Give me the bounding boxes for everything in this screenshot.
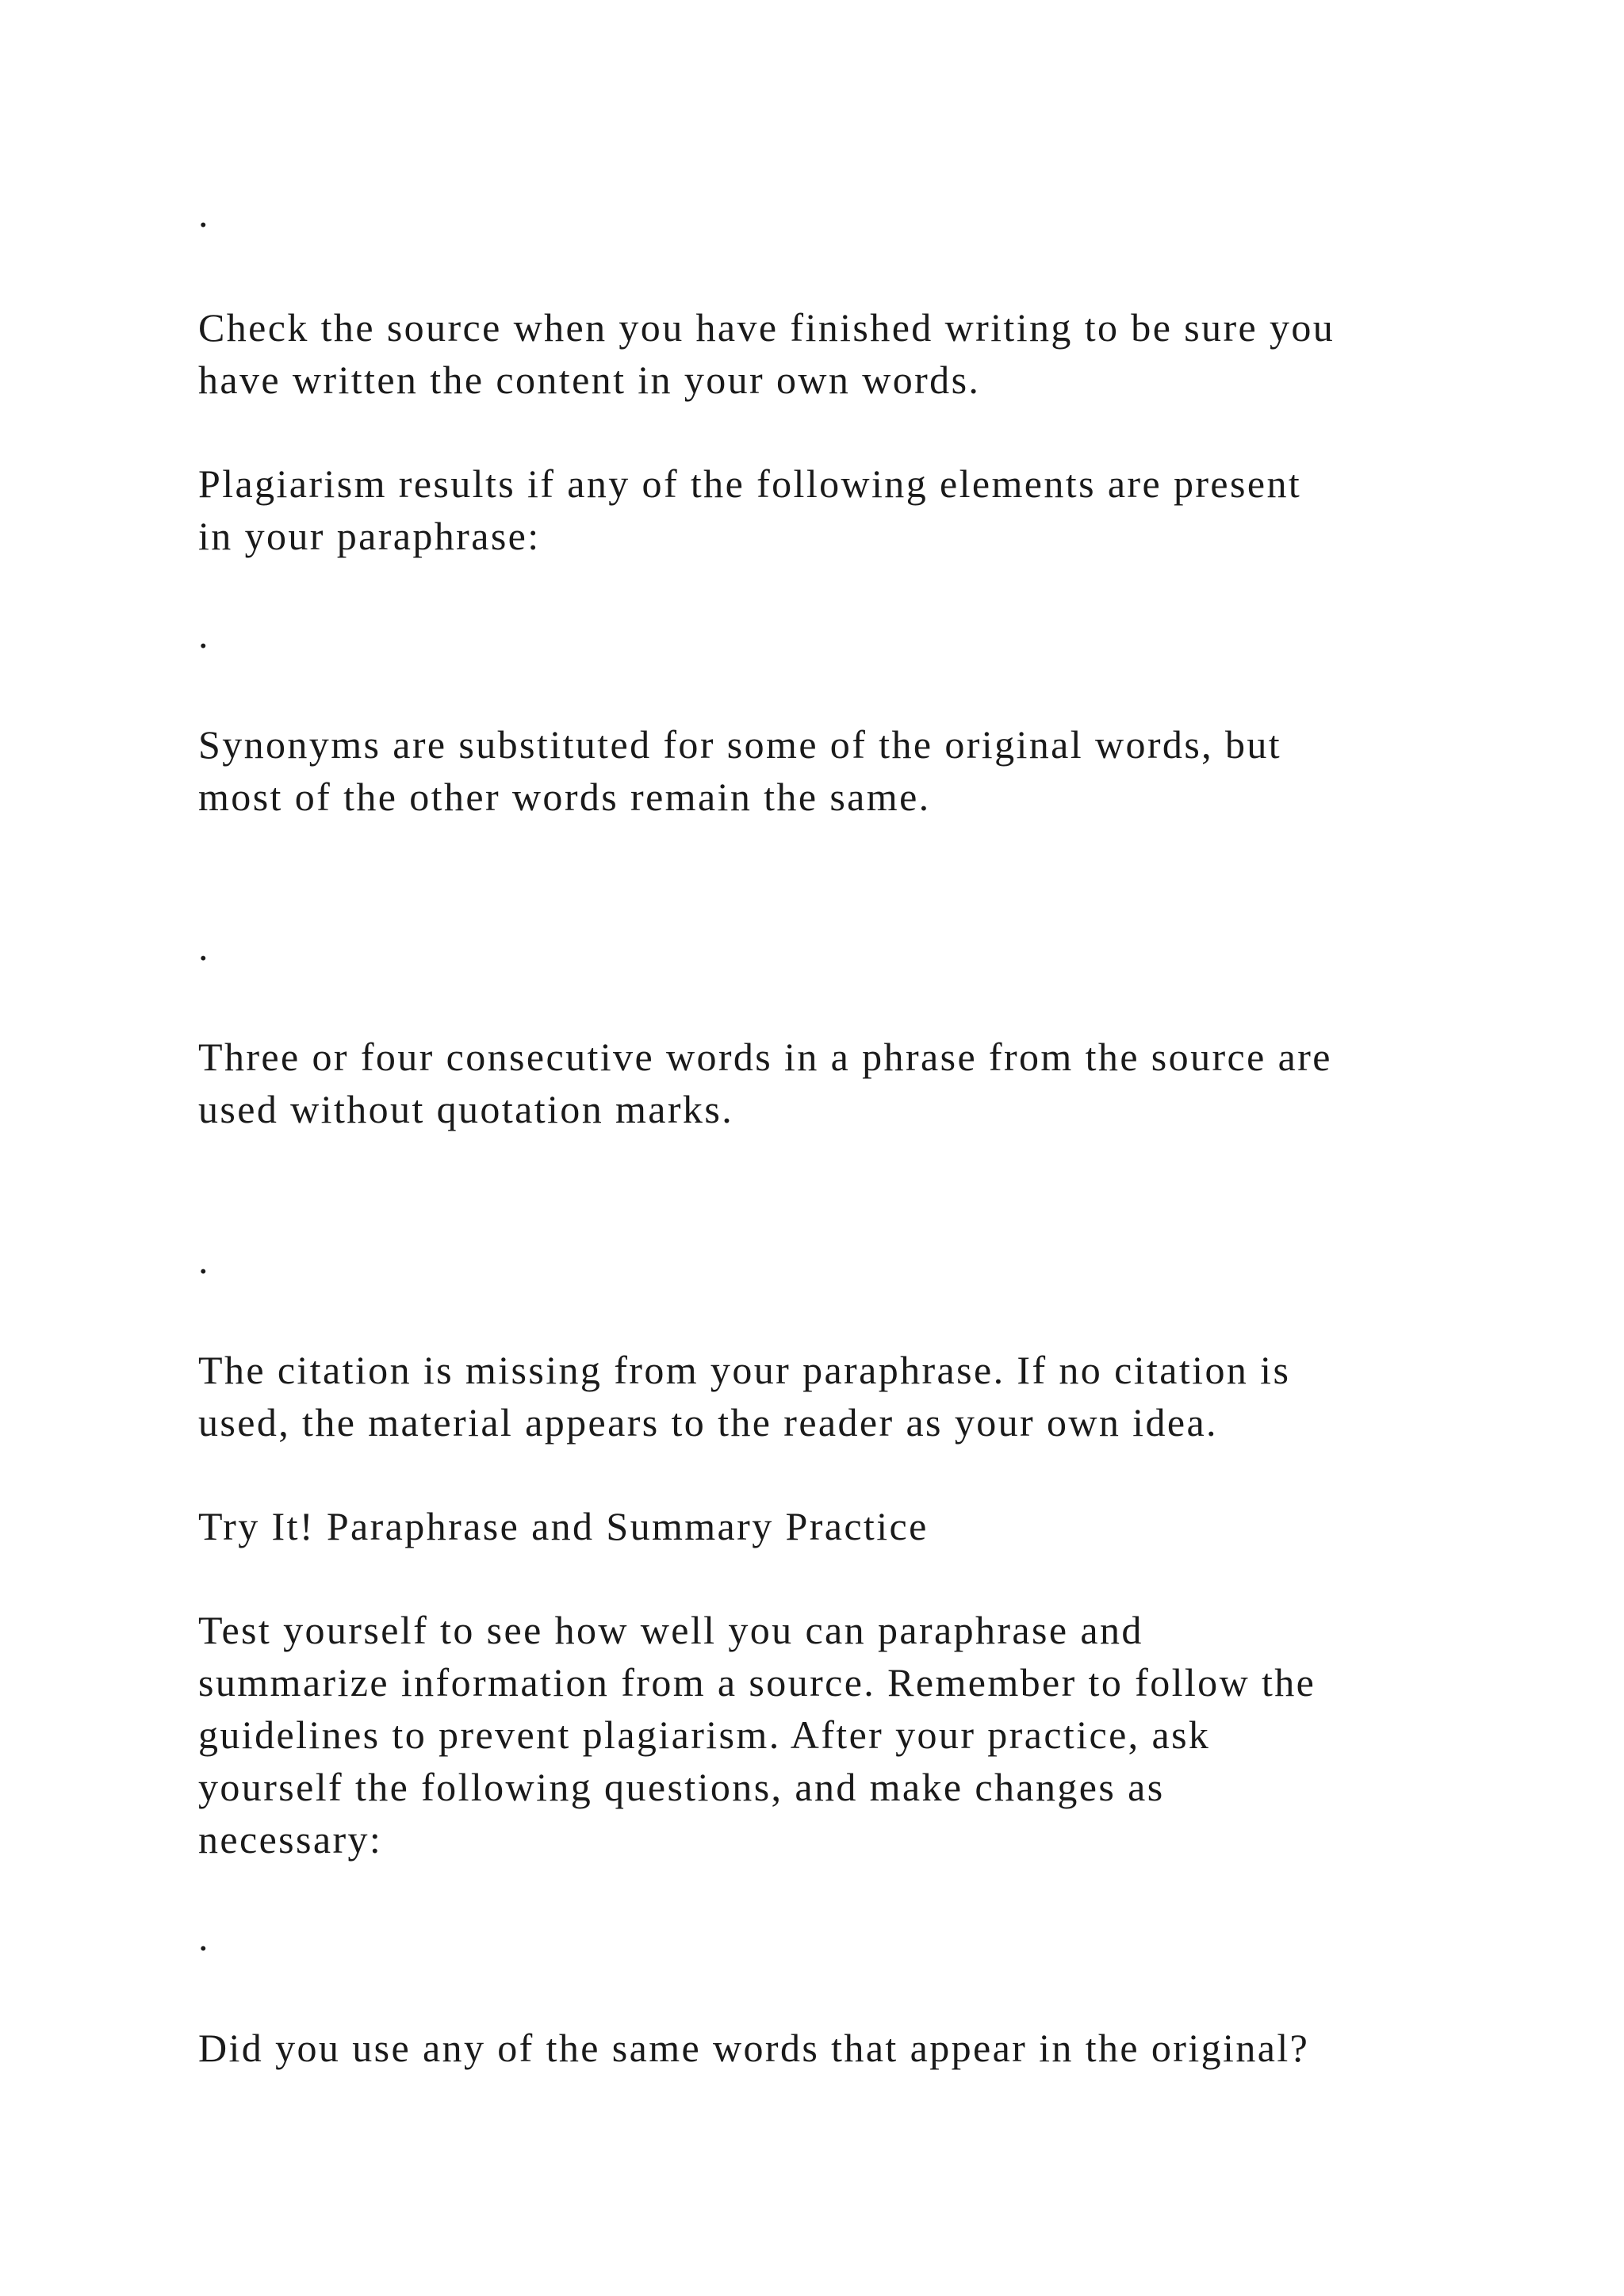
text-line: most of the other words remain the same. (198, 775, 931, 819)
text-line: Did you use any of the same words that appear in the original? (198, 2026, 1310, 2070)
text-line: necessary: (198, 1817, 383, 1862)
text-line: summarize information from a source. Remember to follow the (198, 1660, 1316, 1705)
text-line: The citation is missing from your paraphrase. If no citation is (198, 1348, 1291, 1392)
section-heading: Try It! Paraphrase and Summary Practice (198, 1504, 929, 1548)
text-line: have written the content in your own words. (198, 358, 981, 402)
text-line: yourself the following questions, and make changes as (198, 1765, 1165, 1809)
text-line: Plagiarism results if any of the following elements are present (198, 461, 1302, 506)
bullet-marker: . (198, 1915, 210, 1959)
text-line: guidelines to prevent plagiarism. After your practice, ask (198, 1712, 1211, 1757)
text-line: Test yourself to see how well you can paraphrase and (198, 1608, 1143, 1652)
text-line: used, the material appears to the reader as your own idea. (198, 1400, 1218, 1445)
text-line: Check the source when you have finished writing to be sure you (198, 305, 1335, 350)
bullet-marker: . (198, 1238, 210, 1282)
text-line: Three or four consecutive words in a phrase from the source are (198, 1035, 1332, 1079)
text-line: in your paraphrase: (198, 514, 541, 558)
bullet-marker: . (198, 612, 210, 656)
text-line: used without quotation marks. (198, 1087, 734, 1131)
bullet-marker: . (198, 924, 210, 969)
text-line: Synonyms are substituted for some of the original words, but (198, 722, 1282, 767)
bullet-marker: . (198, 191, 210, 235)
